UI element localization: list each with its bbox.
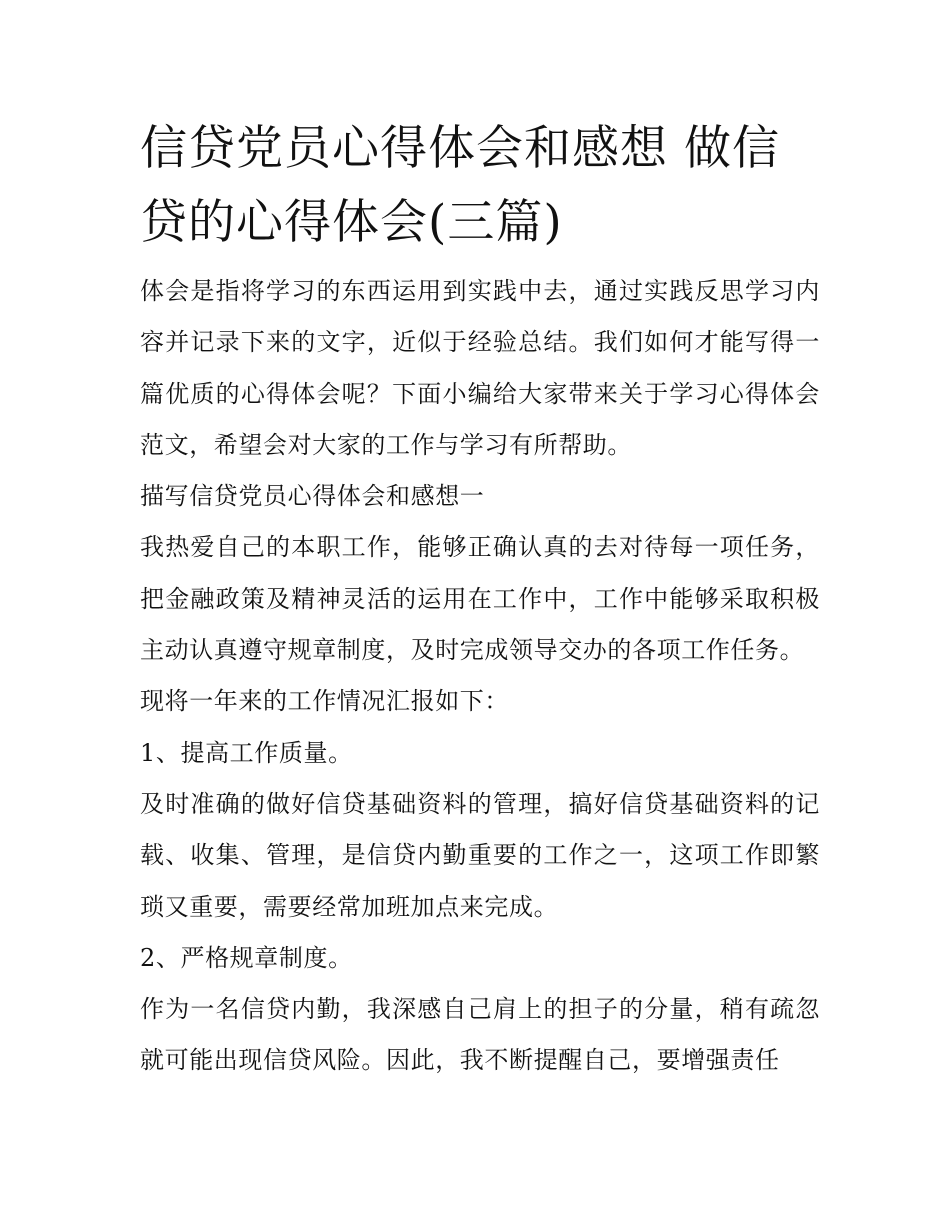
- intro-paragraph: 体会是指将学习的东西运用到实践中去，通过实践反思学习内容并记录下来的文字，近似于经验总结。我们如何才能写得一篇优质的心得体会呢？下面小编给大家带来关于学习心得体会范文，希望会对大家的工作与学习有所帮助。: [140, 277, 820, 459]
- document-page: [140, 112, 820, 1087]
- document-title: 信贷党员心得体会和感想 做信贷的心得体会(三篇): [140, 121, 780, 250]
- body-paragraph: 我热爱自己的本职工作，能够正确认真的去对待每一项任务，把金融政策及精神灵活的运用在工作中，工作中能够采取积极主动认真遵守规章制度，及时完成领导交办的各项工作任务。: [140, 533, 820, 665]
- body-paragraph: 现将一年来的工作情况汇报如下：: [140, 687, 509, 716]
- body-paragraph: 作为一名信贷内勤，我深感自己肩上的担子的分量，稍有疏忽就可能出现信贷风险。因此，我不断提醒自己，要增强责任: [140, 995, 820, 1075]
- numbered-heading: 1、提高工作质量。: [140, 738, 353, 767]
- body-paragraph: 及时准确的做好信贷基础资料的管理，搞好信贷基础资料的记载、收集、管理，是信贷内勤重要的工作之一，这项工作即繁琐又重要，需要经常加班加点来完成。: [140, 789, 820, 921]
- numbered-heading: 2、严格规章制度。: [140, 943, 353, 972]
- section-heading: 描写信贷党员心得体会和感想一: [140, 482, 485, 511]
